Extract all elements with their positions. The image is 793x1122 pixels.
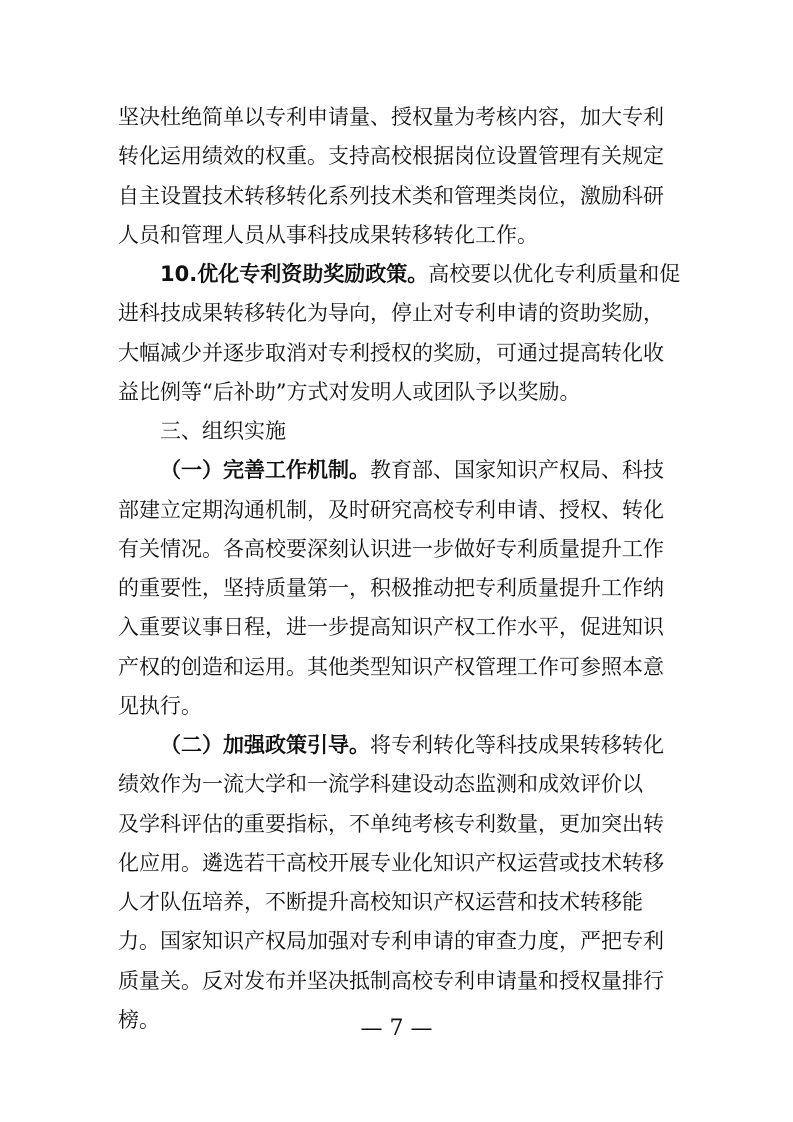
body-text <box>118 98 681 1040</box>
line-text: 三、组织实施 <box>160 419 286 443</box>
line-text: 入重要议事日程，进一步提高知识产权工作水平，促进知识 <box>118 615 664 640</box>
line-text: 自主设置技术转移转化系列技术类和管理类岗位，激励科研 <box>118 183 664 208</box>
text-line-3 <box>118 177 678 216</box>
line-text: 人员和管理人员从事科技成果转移转化工作。 <box>118 222 538 247</box>
text-line-17 <box>118 726 678 765</box>
line-text: 人才队伍培养，不断提升高校知识产权运营和技术转移能 <box>118 890 643 914</box>
line-text: 益比例等“后补助”方式对发明人或团队予以奖励。 <box>118 379 581 404</box>
line-text: 质量关。反对发布并坚决抵制高校专利申请量和授权量排行 <box>118 968 664 993</box>
line-text: 有关情况。各高校要深刻认识进一步做好专利质量提升工作 <box>118 536 664 561</box>
text-line-22 <box>118 922 678 961</box>
text-line-5 <box>118 255 681 294</box>
text-line-18 <box>118 765 678 804</box>
line-text: 的重要性，坚持质量第一，积极推动把专利质量提升工作纳 <box>118 576 664 600</box>
line-text: 及学科评估的重要指标，不单纯考核专利数量，更加突出转 <box>118 811 664 836</box>
line-text: 见执行。 <box>118 693 202 718</box>
text-line-7 <box>118 334 678 373</box>
text-line-16 <box>118 687 678 726</box>
item-heading: （一）完善工作机制。 <box>160 458 370 483</box>
text-line-19 <box>118 805 678 844</box>
line-text: 榜。 <box>118 1007 160 1032</box>
line-text: 将专利转化等科技成果转移转化 <box>370 733 664 757</box>
item-heading: （二）加强政策引导。 <box>160 733 370 757</box>
text-line-10 <box>118 451 678 490</box>
line-text: 绩效作为一流大学和一流学科建设动态监测和成效评价以 <box>118 772 643 797</box>
line-text: 部建立定期沟通机制，及时研究高校专利申请、授权、转化 <box>118 497 664 522</box>
line-text: 化应用。遴选若干高校开展专业化知识产权运营或技术转移 <box>118 850 664 875</box>
text-line-8 <box>118 373 678 412</box>
text-line-4 <box>118 216 678 255</box>
page-number: — 7 — <box>360 1016 433 1041</box>
item-heading: 10.优化专利资助奖励政策。 <box>160 262 429 286</box>
line-text: 大幅减少并逐步取消对专利授权的奖励，可通过提高转化收 <box>118 340 664 365</box>
text-line-23 <box>118 962 678 1001</box>
text-line-20 <box>118 844 678 883</box>
line-text: 进科技成果转移转化为导向，停止对专利申请的资助奖励， <box>118 301 664 326</box>
text-line-15 <box>118 648 678 687</box>
text-line-11 <box>118 491 678 530</box>
line-text: 高校要以优化专利质量和促 <box>428 262 681 286</box>
text-line-14 <box>118 608 678 647</box>
text-line-1 <box>118 98 678 137</box>
section-heading <box>118 412 678 451</box>
text-line-6 <box>118 294 678 333</box>
text-line-2 <box>118 137 678 176</box>
line-text: 产权的创造和运用。其他类型知识产权管理工作可参照本意 <box>118 654 664 679</box>
text-line-12 <box>118 530 678 569</box>
line-text: 坚决杜绝简单以专利申请量、授权量为考核内容，加大专利 <box>118 105 664 129</box>
text-line-13 <box>118 569 678 608</box>
line-text: 力。国家知识产权局加强对专利申请的审查力度，严把专利 <box>118 929 664 954</box>
text-line-21 <box>118 883 678 922</box>
line-text: 转化运用绩效的权重。支持高校根据岗位设置管理有关规定 <box>118 144 664 169</box>
line-text: 教育部、国家知识产权局、科技 <box>370 458 664 483</box>
